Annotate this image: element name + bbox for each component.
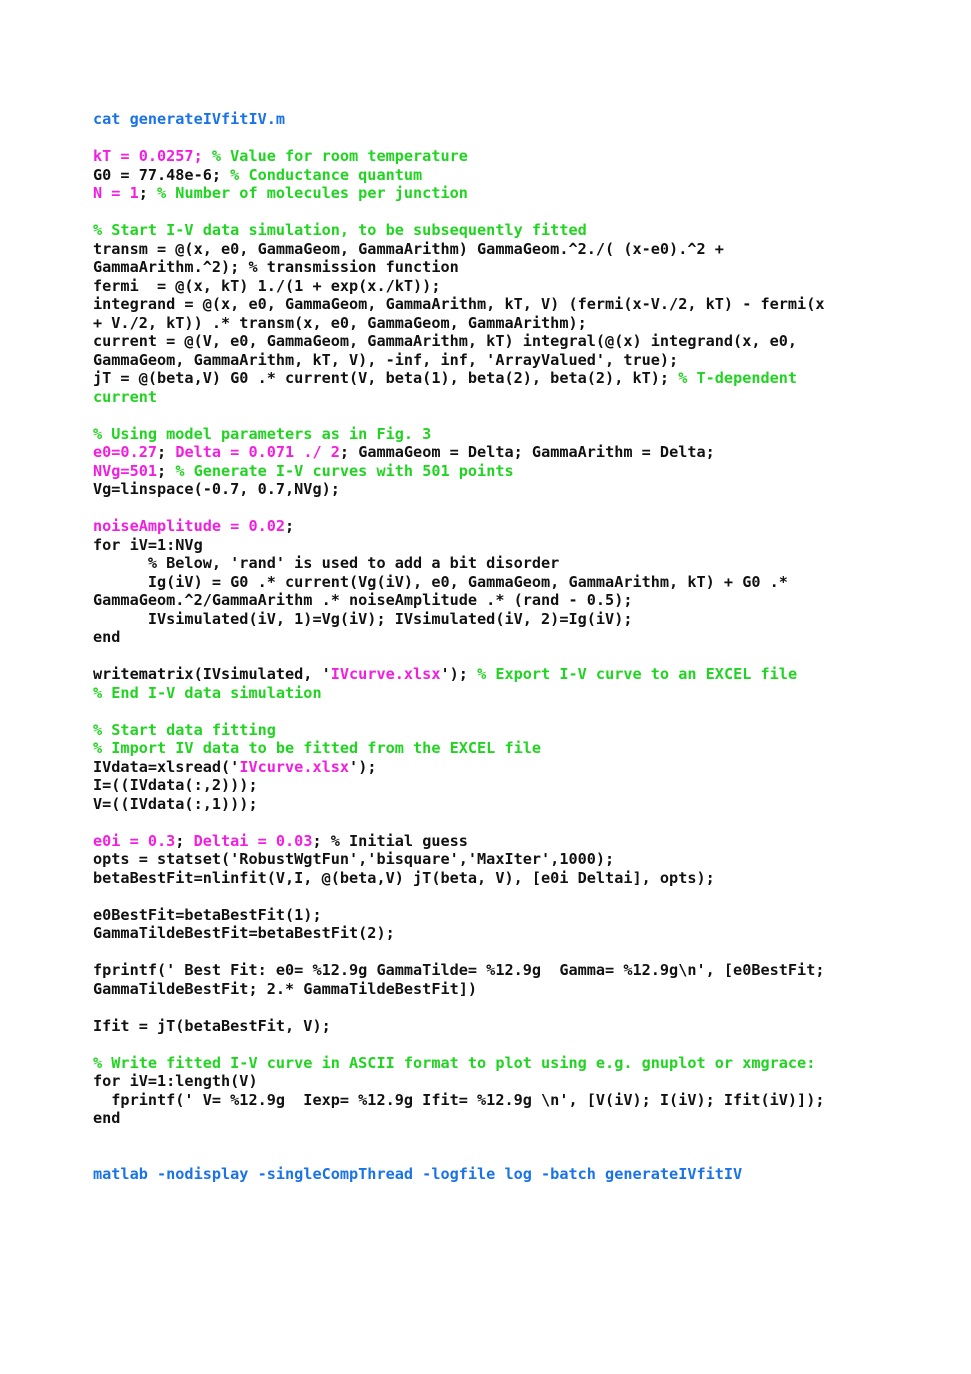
code-token: G0 = 77.48e-6; (93, 165, 231, 184)
code-token: current (93, 387, 158, 406)
code-line (93, 795, 953, 814)
code-token: + V./2, kT)) .* transm(x, e0, GammaGeom, GammaArithm); (93, 313, 587, 332)
code-token: end (93, 628, 121, 646)
code-token: % Export I-V curve to an EXCEL file (477, 665, 798, 683)
blank-line (93, 943, 953, 962)
code-token: GammaArithm.^2); % transmission function (93, 258, 459, 276)
code-token: % End I-V data simulation (93, 683, 322, 702)
code-token: ; GammaGeom = Delta; GammaArithm = Delta; (339, 443, 715, 461)
blank-line (93, 1128, 953, 1147)
code-line (93, 221, 953, 240)
code-token: ; (157, 443, 176, 461)
code-line (93, 425, 953, 444)
code-line (93, 591, 953, 610)
code-token: for iV=1:NVg (93, 535, 203, 554)
blank-line (93, 813, 953, 832)
code-line (93, 961, 953, 980)
code-line (93, 776, 953, 795)
code-token: % Generate I-V curves with 501 points (175, 461, 514, 480)
code-token: GammaGeom.^2/GammaArithm .* noiseAmplitude .* (rand - 0.5); (93, 591, 633, 609)
code-line (93, 924, 953, 943)
code-line (93, 739, 953, 758)
code-listing (93, 110, 953, 1183)
blank-line (93, 702, 953, 721)
code-line (93, 240, 953, 259)
code-token: Deltai = 0.03 (193, 831, 313, 850)
code-token: opts = statset('RobustWgtFun','bisquare','MaxIter',1000); (93, 850, 615, 868)
code-token: ; (157, 461, 176, 480)
code-token: '); (349, 757, 377, 776)
code-token: % Write fitted I-V curve in ASCII format to plot using e.g. gnuplot or xmgrace: (93, 1053, 816, 1072)
code-line (93, 758, 953, 777)
code-line (93, 610, 953, 629)
code-token: % Number of molecules per junction (157, 184, 468, 202)
code-token: e0BestFit=betaBestFit(1); (93, 905, 322, 924)
code-token: cat generateIVfitIV.m (93, 110, 286, 128)
code-token: ; (285, 517, 295, 535)
code-token: ; % Initial guess (312, 831, 468, 850)
code-line (93, 1054, 953, 1073)
code-token: V=((IVdata(:,1))); (93, 794, 258, 813)
code-token: ; (175, 831, 194, 850)
code-token: % Start I-V data simulation, to be subsequently fitted (93, 221, 587, 239)
code-line (93, 573, 953, 592)
code-token: % Below, 'rand' is used to add a bit disorder (93, 554, 560, 572)
code-line (93, 351, 953, 370)
code-token: Ig(iV) = G0 .* current(Vg(iV), e0, GammaGeom, GammaArithm, kT) + G0 .* (93, 572, 788, 591)
code-token: % Import IV data to be fitted from the EXCEL file (93, 739, 542, 757)
code-token: e0=0.27 (93, 443, 158, 461)
code-line (93, 314, 953, 333)
code-token: fprintf(' V= %12.9g Iexp= %12.9g Ifit= %12.9g \n', [V(iV); I(iV); Ifit(iV)]); (93, 1090, 825, 1109)
code-line (93, 332, 953, 351)
blank-line (93, 203, 953, 222)
blank-line (93, 129, 953, 148)
blank-line (93, 998, 953, 1017)
code-line (93, 980, 953, 999)
code-line (93, 850, 953, 869)
code-line (93, 665, 953, 684)
code-line (93, 1091, 953, 1110)
code-token: N = 1 (93, 184, 139, 202)
blank-line (93, 1146, 953, 1165)
blank-line (93, 406, 953, 425)
code-line (93, 295, 953, 314)
code-line (93, 554, 953, 573)
code-token: IVcurve.xlsx (330, 665, 441, 683)
blank-line (93, 887, 953, 906)
code-line (93, 1017, 953, 1036)
code-line (93, 110, 953, 129)
code-token: % T-dependent (678, 369, 798, 387)
code-line (93, 388, 953, 407)
code-line (93, 832, 953, 851)
code-token: Ifit = jT(betaBestFit, V); (93, 1016, 331, 1035)
code-token: IVdata=xlsread(' (93, 757, 240, 776)
code-token: '); (440, 665, 478, 683)
code-token: current = @(V, e0, GammaGeom, GammaArithm, kT) integral(@(x) integrand(x, e0, (93, 332, 798, 350)
code-token: fermi = @(x, kT) 1./(1 + exp(x./kT)); (93, 276, 441, 295)
code-line (93, 517, 953, 536)
code-token: Vg=linspace(-0.7, 0.7,NVg); (93, 480, 340, 498)
code-token: IVsimulated(iV, 1)=Vg(iV); IVsimulated(iV, 2)=Ig(iV); (93, 609, 633, 628)
code-token: GammaGeom, GammaArithm, kT, V), -inf, inf, 'ArrayValued', true); (93, 350, 679, 369)
code-line (93, 443, 953, 462)
code-token: betaBestFit=nlinfit(V,I, @(beta,V) jT(beta, V), [e0i Deltai], opts); (93, 868, 715, 887)
code-line (93, 1072, 953, 1091)
code-token: for iV=1:length(V) (93, 1072, 258, 1090)
code-line (93, 536, 953, 555)
code-token: fprintf(' Best Fit: e0= %12.9g GammaTilde= %12.9g Gamma= %12.9g\n', [e0BestFit; (93, 961, 825, 979)
code-token: jT = @(beta,V) G0 .* current(V, beta(1), beta(2), beta(2), kT); (93, 369, 679, 387)
code-line (93, 628, 953, 647)
code-token: % Start data fitting (93, 720, 276, 739)
code-token: I=((IVdata(:,2))); (93, 776, 258, 794)
code-line (93, 369, 953, 388)
code-token: matlab -nodisplay -singleCompThread -logfile log -batch generateIVfitIV (93, 1164, 743, 1183)
code-line (93, 869, 953, 888)
code-token: noiseAmplitude = 0.02 (93, 517, 286, 535)
code-token: GammaTildeBestFit; 2.* GammaTildeBestFit]) (93, 979, 478, 998)
code-token: integrand = @(x, e0, GammaGeom, GammaArithm, kT, V) (fermi(x-V./2, kT) - fermi(x (93, 295, 825, 313)
code-line (93, 166, 953, 185)
code-line (93, 277, 953, 296)
code-line (93, 684, 953, 703)
code-token: kT = 0.0257; (93, 147, 212, 165)
code-token: writematrix(IVsimulated, ' (93, 665, 331, 683)
code-line (93, 1109, 953, 1128)
code-token: % Conductance quantum (230, 165, 423, 184)
code-token: transm = @(x, e0, GammaGeom, GammaArithm) GammaGeom.^2./( (x-e0).^2 + (93, 239, 724, 258)
code-token: NVg=501 (93, 461, 158, 480)
code-token: % Value for room temperature (211, 147, 468, 165)
code-line (93, 462, 953, 481)
blank-line (93, 499, 953, 518)
code-token: end (93, 1109, 121, 1127)
code-line (93, 906, 953, 925)
code-line (93, 147, 953, 166)
code-token: IVcurve.xlsx (239, 757, 350, 776)
code-token: Delta = 0.071 ./ 2 (175, 443, 340, 461)
code-token: ; (138, 184, 158, 202)
blank-line (93, 647, 953, 666)
code-token: % Using model parameters as in Fig. 3 (93, 424, 432, 443)
code-line (93, 184, 953, 203)
code-line (93, 258, 953, 277)
blank-line (93, 1035, 953, 1054)
code-token: GammaTildeBestFit=betaBestFit(2); (93, 924, 395, 942)
code-token: e0i = 0.3 (93, 831, 176, 850)
code-line (93, 480, 953, 499)
code-line (93, 1165, 953, 1184)
code-line (93, 721, 953, 740)
